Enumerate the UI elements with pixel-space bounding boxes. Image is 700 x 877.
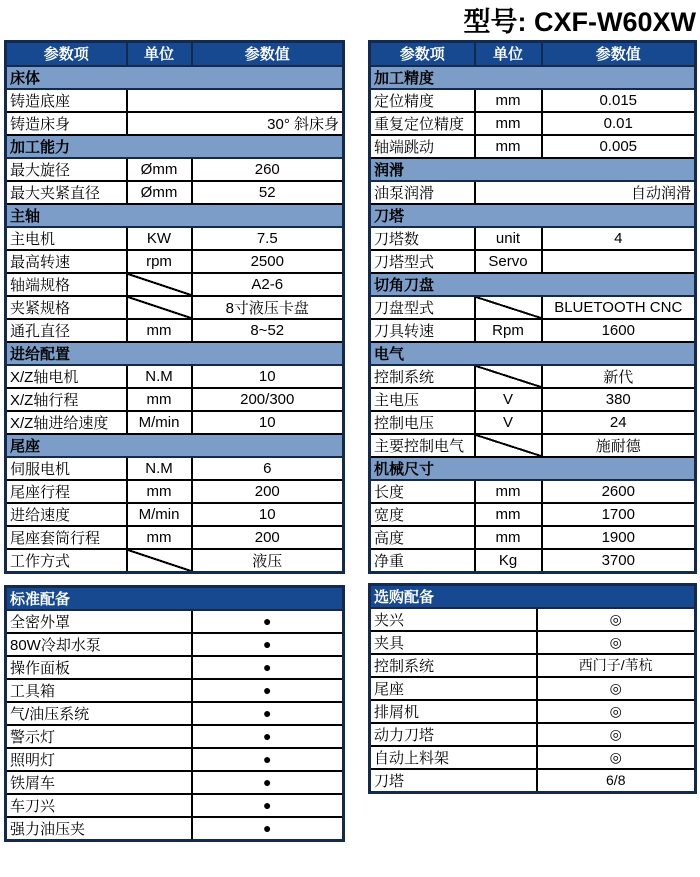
equipment-title: 标准配备 [6,586,344,610]
spec-row [370,549,696,573]
param-value: 新代 [542,365,696,388]
equipment-row [370,746,696,769]
section-row [370,342,696,365]
spec-row [6,526,344,549]
param-unit: Ømm [127,181,192,204]
spec-row [370,319,696,342]
section-row [370,158,696,181]
param-unit: unit [475,227,542,250]
param-unit: mm [475,89,542,112]
param-label: 主电压 [370,388,475,411]
param-value: 8~52 [192,319,344,342]
param-label: 伺服电机 [6,457,127,480]
spec-row [6,503,344,526]
param-value: 7.5 [192,227,344,250]
optional-equipment-table [368,583,697,794]
section-row [6,66,344,89]
param-unit: Ømm [127,158,192,181]
param-label: 尾座行程 [6,480,127,503]
spec-row [370,411,696,434]
param-value: 200 [192,480,344,503]
spec-tables [4,40,697,842]
param-value: 8寸液压卡盘 [192,296,344,319]
param-label: 刀具转速 [370,319,475,342]
column-header: 参数值 [192,42,344,66]
param-value: 2600 [542,480,696,503]
spec-row [370,480,696,503]
param-label: 长度 [370,480,475,503]
equipment-label: 工具箱 [6,679,192,702]
param-value: 1600 [542,319,696,342]
section-row [370,204,696,227]
equipment-label: 警示灯 [6,725,192,748]
section-row [6,434,344,457]
equipment-label: 照明灯 [6,748,192,771]
slash-cell [475,365,542,388]
model-title: 型号: CXF-W60XW [463,7,696,37]
spec-row [6,273,344,296]
param-label: 夹紧规格 [6,296,127,319]
column-header: 参数项 [6,42,127,66]
param-unit: mm [127,526,192,549]
param-label: X/Z轴电机 [6,365,127,388]
spec-row [370,89,696,112]
param-unit: mm [475,503,542,526]
spec-row [6,549,344,573]
param-unit: M/min [127,411,192,434]
equipment-label: 尾座 [370,677,537,700]
section-title: 切角刀盘 [370,273,696,296]
param-value: 10 [192,411,344,434]
equipment-mark: 6/8 [537,769,696,793]
spec-row [6,181,344,204]
slash-cell [127,273,192,296]
section-title: 加工能力 [6,135,344,158]
param-unit: Kg [475,549,542,573]
equipment-label: 自动上料架 [370,746,537,769]
param-label: 定位精度 [370,89,475,112]
param-label: X/Z轴行程 [6,388,127,411]
equipment-label: 刀塔 [370,769,537,793]
equipment-label: 铁屑车 [6,771,192,794]
equipment-row [6,633,344,656]
param-label: 刀塔型式 [370,250,475,273]
param-value: 380 [542,388,696,411]
param-value: 施耐德 [542,434,696,457]
param-value: 0.015 [542,89,696,112]
param-value: 2500 [192,250,344,273]
section-row [370,273,696,296]
spec-row [370,181,696,204]
spec-row [370,135,696,158]
param-value: 6 [192,457,344,480]
equipment-row [370,631,696,654]
param-unit: rpm [127,250,192,273]
equipment-mark: ● [192,794,344,817]
param-label: 尾座套筒行程 [6,526,127,549]
equipment-label: 夹兴 [370,608,537,631]
param-unit: V [475,388,542,411]
param-unit: Servo [475,250,542,273]
section-row [6,342,344,365]
param-unit: mm [127,480,192,503]
spec-row [370,250,696,273]
equipment-mark: ● [192,679,344,702]
column-header: 单位 [475,42,542,66]
section-title: 进给配置 [6,342,344,365]
equipment-row [6,610,344,633]
param-label: 轴端跳动 [370,135,475,158]
spec-row [6,457,344,480]
equipment-row [370,608,696,631]
equipment-mark: ● [192,633,344,656]
equipment-row [370,723,696,746]
equipment-mark: ◎ [537,723,696,746]
param-unit: mm [475,480,542,503]
equipment-label: 全密外罩 [6,610,192,633]
param-label: 最高转速 [6,250,127,273]
param-value: BLUETOOTH CNC [542,296,696,319]
equipment-row [6,794,344,817]
equipment-mark: ● [192,656,344,679]
param-label: 主要控制电气 [370,434,475,457]
spec-row [6,250,344,273]
param-label: 油泵润滑 [370,181,475,204]
param-label: X/Z轴进给速度 [6,411,127,434]
spec-row [6,480,344,503]
column-header-row [6,42,344,66]
param-label: 净重 [370,549,475,573]
param-value: 10 [192,503,344,526]
spec-row [370,503,696,526]
right-spec-table [368,40,697,574]
param-unit: N.M [127,365,192,388]
equipment-row [6,748,344,771]
equipment-mark: ◎ [537,746,696,769]
equipment-label: 车刀兴 [6,794,192,817]
param-value: 0.01 [542,112,696,135]
param-unit: mm [475,135,542,158]
param-value: 3700 [542,549,696,573]
param-value: 1700 [542,503,696,526]
section-title: 润滑 [370,158,696,181]
equipment-label: 气/油压系统 [6,702,192,725]
param-label: 控制电压 [370,411,475,434]
slash-cell [475,296,542,319]
section-title: 主轴 [6,204,344,227]
spec-row [6,411,344,434]
param-value: 24 [542,411,696,434]
equipment-label: 80W冷却水泵 [6,633,192,656]
equipment-row [370,677,696,700]
param-value: 260 [192,158,344,181]
param-label: 铸造床身 [6,112,127,135]
spec-row [370,526,696,549]
equipment-mark: ● [192,725,344,748]
section-title: 电气 [370,342,696,365]
equipment-row [6,771,344,794]
equipment-mark: ● [192,610,344,633]
spec-row [370,388,696,411]
spec-row [370,227,696,250]
spec-row [6,388,344,411]
param-value: 自动润滑 [475,181,696,204]
param-label: 工作方式 [6,549,127,573]
section-row [6,135,344,158]
column-header: 参数值 [542,42,696,66]
equipment-row [6,679,344,702]
spec-row [6,296,344,319]
column-header-row [370,42,696,66]
left-column [4,40,345,842]
param-value: 液压 [192,549,344,573]
param-label: 通孔直径 [6,319,127,342]
equipment-mark: ◎ [537,631,696,654]
spec-row [370,296,696,319]
section-row [370,457,696,480]
equipment-title: 选购配备 [370,584,696,608]
param-value: 10 [192,365,344,388]
param-unit: mm [475,526,542,549]
param-value: 4 [542,227,696,250]
equipment-label: 夹具 [370,631,537,654]
section-title: 刀塔 [370,204,696,227]
param-unit: N.M [127,457,192,480]
equipment-row [6,817,344,841]
param-unit: M/min [127,503,192,526]
column-header: 参数项 [370,42,475,66]
equipment-mark: ● [192,817,344,841]
param-label: 刀盘型式 [370,296,475,319]
param-label: 最大旋径 [6,158,127,181]
equipment-mark: ◎ [537,677,696,700]
spec-row [6,365,344,388]
section-row [370,66,696,89]
equipment-mark: ◎ [537,608,696,631]
param-value [542,250,696,273]
slash-cell [127,549,192,573]
column-header: 单位 [127,42,192,66]
spec-row [6,89,344,112]
equipment-label: 排屑机 [370,700,537,723]
param-label: 刀塔数 [370,227,475,250]
spec-row [6,112,344,135]
param-label: 宽度 [370,503,475,526]
param-value: 0.005 [542,135,696,158]
param-label: 进给速度 [6,503,127,526]
spec-row [370,434,696,457]
equipment-title-row [370,584,696,608]
standard-equipment-table [4,585,345,842]
spec-row [6,227,344,250]
equipment-row [370,654,696,677]
equipment-row [370,769,696,793]
param-value: 1900 [542,526,696,549]
param-label: 轴端规格 [6,273,127,296]
param-unit: Rpm [475,319,542,342]
param-value: 30° 斜床身 [127,112,344,135]
spec-row [6,319,344,342]
param-value: 200/300 [192,388,344,411]
param-label: 最大夹紧直径 [6,181,127,204]
param-unit: V [475,411,542,434]
equipment-title-row [6,586,344,610]
section-title: 床体 [6,66,344,89]
equipment-label: 控制系统 [370,654,537,677]
param-label: 重复定位精度 [370,112,475,135]
spec-row [370,365,696,388]
param-unit: mm [475,112,542,135]
param-unit: KW [127,227,192,250]
slash-cell [127,296,192,319]
section-row [6,204,344,227]
spec-row [370,112,696,135]
param-label: 主电机 [6,227,127,250]
equipment-mark: ● [192,748,344,771]
param-value [127,89,344,112]
equipment-label: 强力油压夹 [6,817,192,841]
equipment-label: 操作面板 [6,656,192,679]
param-unit: mm [127,319,192,342]
param-label: 铸造底座 [6,89,127,112]
param-value: 200 [192,526,344,549]
param-label: 高度 [370,526,475,549]
equipment-row [6,656,344,679]
equipment-mark: ● [192,702,344,725]
equipment-row [6,702,344,725]
param-value: 52 [192,181,344,204]
slash-cell [475,434,542,457]
right-column [368,40,697,794]
section-title: 加工精度 [370,66,696,89]
param-label: 控制系统 [370,365,475,388]
equipment-mark: ● [192,771,344,794]
equipment-mark: 西门子/苇杭 [537,654,696,677]
section-title: 尾座 [6,434,344,457]
param-value: A2-6 [192,273,344,296]
equipment-row [6,725,344,748]
spec-row [6,158,344,181]
section-title: 机械尺寸 [370,457,696,480]
left-spec-table [4,40,345,574]
equipment-mark: ◎ [537,700,696,723]
equipment-label: 动力刀塔 [370,723,537,746]
equipment-row [370,700,696,723]
param-unit: mm [127,388,192,411]
